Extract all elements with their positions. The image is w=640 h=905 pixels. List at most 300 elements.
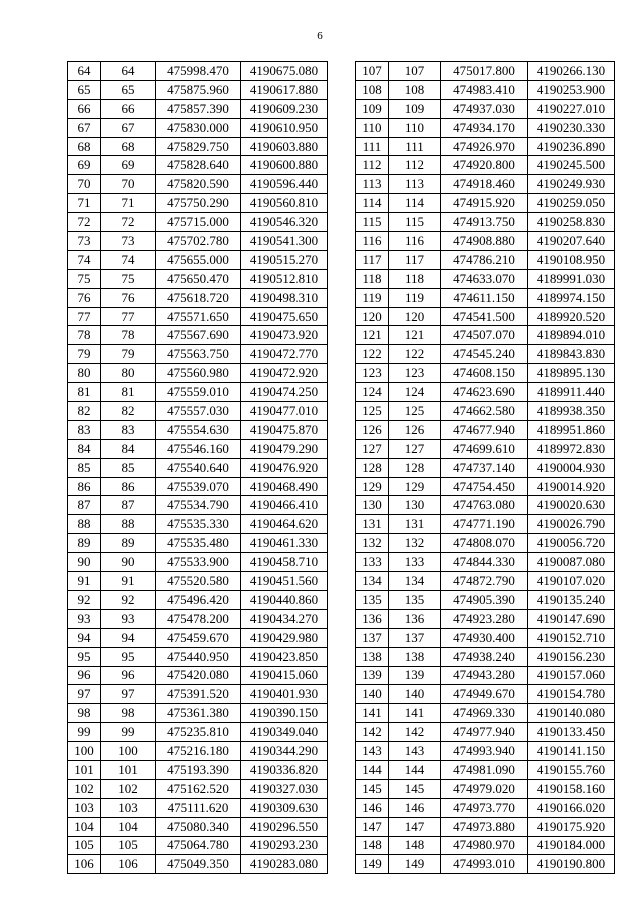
x-coordinate-cell: 474918.460 — [441, 175, 528, 194]
y-coordinate-cell: 4190675.080 — [241, 62, 328, 81]
point-number-cell: 69 — [68, 156, 101, 175]
point-id-cell: 81 — [101, 383, 156, 402]
point-id-cell: 129 — [389, 477, 441, 496]
y-coordinate-cell: 4189920.520 — [528, 307, 615, 326]
y-coordinate-cell: 4190466.410 — [241, 496, 328, 515]
table-row — [68, 553, 328, 572]
y-coordinate-cell: 4190336.820 — [241, 760, 328, 779]
table-row — [356, 288, 615, 307]
point-id-cell: 130 — [389, 496, 441, 515]
x-coordinate-cell: 474913.750 — [441, 213, 528, 232]
point-number-cell: 66 — [68, 99, 101, 118]
point-number-cell: 148 — [356, 836, 389, 855]
y-coordinate-cell: 4190327.030 — [241, 779, 328, 798]
point-id-cell: 71 — [101, 194, 156, 213]
x-coordinate-cell: 474771.190 — [441, 515, 528, 534]
y-coordinate-cell: 4190155.760 — [528, 760, 615, 779]
y-coordinate-cell: 4190245.500 — [528, 156, 615, 175]
x-coordinate-cell: 475535.480 — [156, 534, 241, 553]
y-coordinate-cell: 4190152.710 — [528, 628, 615, 647]
point-id-cell: 108 — [389, 80, 441, 99]
table-row — [356, 213, 615, 232]
point-id-cell: 149 — [389, 855, 441, 874]
table-row — [68, 175, 328, 194]
y-coordinate-cell: 4190473.920 — [241, 326, 328, 345]
y-coordinate-cell: 4190458.710 — [241, 553, 328, 572]
point-id-cell: 64 — [101, 62, 156, 81]
point-id-cell: 116 — [389, 232, 441, 251]
table-row — [68, 515, 328, 534]
point-id-cell: 77 — [101, 307, 156, 326]
point-id-cell: 122 — [389, 345, 441, 364]
point-id-cell: 83 — [101, 420, 156, 439]
point-number-cell: 91 — [68, 572, 101, 591]
point-number-cell: 111 — [356, 137, 389, 156]
point-number-cell: 113 — [356, 175, 389, 194]
x-coordinate-cell: 474808.070 — [441, 534, 528, 553]
point-id-cell: 105 — [101, 836, 156, 855]
x-coordinate-cell: 474943.280 — [441, 666, 528, 685]
point-number-cell: 102 — [68, 779, 101, 798]
x-coordinate-cell: 475440.950 — [156, 647, 241, 666]
x-coordinate-cell: 475111.620 — [156, 798, 241, 817]
x-coordinate-cell: 474977.940 — [441, 723, 528, 742]
point-id-cell: 78 — [101, 326, 156, 345]
point-number-cell: 128 — [356, 458, 389, 477]
x-coordinate-cell: 475361.380 — [156, 704, 241, 723]
y-coordinate-cell: 4190610.950 — [241, 118, 328, 137]
y-coordinate-cell: 4190249.930 — [528, 175, 615, 194]
table-row — [356, 458, 615, 477]
table-row — [356, 250, 615, 269]
point-id-cell: 67 — [101, 118, 156, 137]
point-id-cell: 133 — [389, 553, 441, 572]
y-coordinate-cell: 4189938.350 — [528, 402, 615, 421]
table-row — [356, 383, 615, 402]
x-coordinate-cell: 474541.500 — [441, 307, 528, 326]
point-id-cell: 112 — [389, 156, 441, 175]
x-coordinate-cell: 475391.520 — [156, 685, 241, 704]
point-number-cell: 92 — [68, 590, 101, 609]
point-number-cell: 140 — [356, 685, 389, 704]
y-coordinate-cell: 4190309.630 — [241, 798, 328, 817]
x-coordinate-cell: 474979.020 — [441, 779, 528, 798]
point-id-cell: 76 — [101, 288, 156, 307]
y-coordinate-cell: 4190472.920 — [241, 364, 328, 383]
y-coordinate-cell: 4190158.160 — [528, 779, 615, 798]
table-row — [68, 364, 328, 383]
point-number-cell: 72 — [68, 213, 101, 232]
point-number-cell: 77 — [68, 307, 101, 326]
y-coordinate-cell: 4190474.250 — [241, 383, 328, 402]
point-number-cell: 129 — [356, 477, 389, 496]
table-row — [68, 307, 328, 326]
y-coordinate-cell: 4190026.790 — [528, 515, 615, 534]
point-id-cell: 104 — [101, 817, 156, 836]
point-number-cell: 80 — [68, 364, 101, 383]
point-id-cell: 99 — [101, 723, 156, 742]
x-coordinate-cell: 475546.160 — [156, 439, 241, 458]
y-coordinate-cell: 4189951.860 — [528, 420, 615, 439]
table-row — [356, 723, 615, 742]
point-id-cell: 100 — [101, 742, 156, 761]
x-coordinate-cell: 475559.010 — [156, 383, 241, 402]
point-number-cell: 136 — [356, 609, 389, 628]
x-coordinate-cell: 475829.750 — [156, 137, 241, 156]
point-number-cell: 144 — [356, 760, 389, 779]
point-number-cell: 103 — [68, 798, 101, 817]
x-coordinate-cell: 474677.940 — [441, 420, 528, 439]
point-number-cell: 107 — [356, 62, 389, 81]
point-id-cell: 79 — [101, 345, 156, 364]
point-id-cell: 114 — [389, 194, 441, 213]
y-coordinate-cell: 4190253.900 — [528, 80, 615, 99]
table-row — [356, 836, 615, 855]
y-coordinate-cell: 4189895.130 — [528, 364, 615, 383]
table-row — [356, 62, 615, 81]
point-id-cell: 70 — [101, 175, 156, 194]
x-coordinate-cell: 474699.610 — [441, 439, 528, 458]
point-id-cell: 91 — [101, 572, 156, 591]
y-coordinate-cell: 4190600.880 — [241, 156, 328, 175]
point-id-cell: 75 — [101, 269, 156, 288]
point-number-cell: 65 — [68, 80, 101, 99]
point-number-cell: 95 — [68, 647, 101, 666]
table-row — [356, 439, 615, 458]
point-number-cell: 78 — [68, 326, 101, 345]
table-row — [356, 647, 615, 666]
y-coordinate-cell: 4190227.010 — [528, 99, 615, 118]
table-row — [356, 515, 615, 534]
table-row — [68, 836, 328, 855]
x-coordinate-cell: 475820.590 — [156, 175, 241, 194]
point-number-cell: 127 — [356, 439, 389, 458]
table-row — [356, 685, 615, 704]
point-number-cell: 135 — [356, 590, 389, 609]
point-number-cell: 145 — [356, 779, 389, 798]
x-coordinate-cell: 474786.210 — [441, 250, 528, 269]
point-id-cell: 123 — [389, 364, 441, 383]
x-coordinate-cell: 474623.690 — [441, 383, 528, 402]
x-coordinate-cell: 475655.000 — [156, 250, 241, 269]
table-row — [68, 685, 328, 704]
point-id-cell: 87 — [101, 496, 156, 515]
point-number-cell: 68 — [68, 137, 101, 156]
x-coordinate-cell: 475830.000 — [156, 118, 241, 137]
point-id-cell: 140 — [389, 685, 441, 704]
table-row — [68, 99, 328, 118]
point-id-cell: 107 — [389, 62, 441, 81]
point-id-cell: 82 — [101, 402, 156, 421]
table-row — [68, 80, 328, 99]
table-row — [68, 590, 328, 609]
point-id-cell: 80 — [101, 364, 156, 383]
point-id-cell: 109 — [389, 99, 441, 118]
point-id-cell: 147 — [389, 817, 441, 836]
coordinates-table-left — [67, 61, 328, 874]
point-number-cell: 73 — [68, 232, 101, 251]
y-coordinate-cell: 4190617.880 — [241, 80, 328, 99]
table-row — [68, 742, 328, 761]
x-coordinate-cell: 474844.330 — [441, 553, 528, 572]
y-coordinate-cell: 4190479.290 — [241, 439, 328, 458]
table-row — [356, 364, 615, 383]
table-row — [356, 779, 615, 798]
y-coordinate-cell: 4190349.040 — [241, 723, 328, 742]
point-number-cell: 142 — [356, 723, 389, 742]
point-id-cell: 121 — [389, 326, 441, 345]
point-id-cell: 132 — [389, 534, 441, 553]
x-coordinate-cell: 474662.580 — [441, 402, 528, 421]
y-coordinate-cell: 4190390.150 — [241, 704, 328, 723]
table-row — [356, 118, 615, 137]
x-coordinate-cell: 474872.790 — [441, 572, 528, 591]
y-coordinate-cell: 4190157.060 — [528, 666, 615, 685]
point-id-cell: 137 — [389, 628, 441, 647]
y-coordinate-cell: 4189911.440 — [528, 383, 615, 402]
point-id-cell: 125 — [389, 402, 441, 421]
y-coordinate-cell: 4190609.230 — [241, 99, 328, 118]
y-coordinate-cell: 4190166.020 — [528, 798, 615, 817]
table-row — [356, 156, 615, 175]
x-coordinate-cell: 474737.140 — [441, 458, 528, 477]
y-coordinate-cell: 4190133.450 — [528, 723, 615, 742]
y-coordinate-cell: 4190498.310 — [241, 288, 328, 307]
point-number-cell: 71 — [68, 194, 101, 213]
x-coordinate-cell: 475539.070 — [156, 477, 241, 496]
x-coordinate-cell: 474981.090 — [441, 760, 528, 779]
point-id-cell: 142 — [389, 723, 441, 742]
point-id-cell: 69 — [101, 156, 156, 175]
table-row — [68, 326, 328, 345]
table-row — [68, 628, 328, 647]
point-id-cell: 148 — [389, 836, 441, 855]
point-number-cell: 109 — [356, 99, 389, 118]
point-number-cell: 106 — [68, 855, 101, 874]
y-coordinate-cell: 4190190.800 — [528, 855, 615, 874]
point-id-cell: 86 — [101, 477, 156, 496]
table-row — [68, 723, 328, 742]
point-id-cell: 119 — [389, 288, 441, 307]
table-body-right — [356, 62, 615, 874]
point-id-cell: 84 — [101, 439, 156, 458]
y-coordinate-cell: 4190014.920 — [528, 477, 615, 496]
x-coordinate-cell: 475478.200 — [156, 609, 241, 628]
point-number-cell: 119 — [356, 288, 389, 307]
point-number-cell: 131 — [356, 515, 389, 534]
point-number-cell: 121 — [356, 326, 389, 345]
point-number-cell: 99 — [68, 723, 101, 742]
point-number-cell: 137 — [356, 628, 389, 647]
point-id-cell: 138 — [389, 647, 441, 666]
y-coordinate-cell: 4190258.830 — [528, 213, 615, 232]
x-coordinate-cell: 475875.960 — [156, 80, 241, 99]
point-id-cell: 117 — [389, 250, 441, 269]
y-coordinate-cell: 4189991.030 — [528, 269, 615, 288]
y-coordinate-cell: 4189894.010 — [528, 326, 615, 345]
point-number-cell: 120 — [356, 307, 389, 326]
x-coordinate-cell: 475193.390 — [156, 760, 241, 779]
x-coordinate-cell: 474983.410 — [441, 80, 528, 99]
y-coordinate-cell: 4190476.920 — [241, 458, 328, 477]
y-coordinate-cell: 4190512.810 — [241, 269, 328, 288]
point-number-cell: 116 — [356, 232, 389, 251]
x-coordinate-cell: 475828.640 — [156, 156, 241, 175]
x-coordinate-cell: 475064.780 — [156, 836, 241, 855]
table-row — [356, 760, 615, 779]
x-coordinate-cell: 474937.030 — [441, 99, 528, 118]
x-coordinate-cell: 475216.180 — [156, 742, 241, 761]
point-number-cell: 134 — [356, 572, 389, 591]
point-id-cell: 66 — [101, 99, 156, 118]
y-coordinate-cell: 4190546.320 — [241, 213, 328, 232]
y-coordinate-cell: 4190184.000 — [528, 836, 615, 855]
y-coordinate-cell: 4190293.230 — [241, 836, 328, 855]
y-coordinate-cell: 4190141.150 — [528, 742, 615, 761]
point-id-cell: 88 — [101, 515, 156, 534]
x-coordinate-cell: 475571.650 — [156, 307, 241, 326]
table-row — [356, 496, 615, 515]
table-row — [356, 534, 615, 553]
x-coordinate-cell: 475520.580 — [156, 572, 241, 591]
point-id-cell: 134 — [389, 572, 441, 591]
point-id-cell: 74 — [101, 250, 156, 269]
point-id-cell: 135 — [389, 590, 441, 609]
table-row — [356, 477, 615, 496]
table-row — [68, 288, 328, 307]
x-coordinate-cell: 475540.640 — [156, 458, 241, 477]
point-number-cell: 149 — [356, 855, 389, 874]
x-coordinate-cell: 475535.330 — [156, 515, 241, 534]
x-coordinate-cell: 475560.980 — [156, 364, 241, 383]
point-id-cell: 126 — [389, 420, 441, 439]
table-row — [68, 798, 328, 817]
x-coordinate-cell: 474545.240 — [441, 345, 528, 364]
point-number-cell: 110 — [356, 118, 389, 137]
x-coordinate-cell: 475857.390 — [156, 99, 241, 118]
y-coordinate-cell: 4190259.050 — [528, 194, 615, 213]
point-id-cell: 90 — [101, 553, 156, 572]
point-number-cell: 117 — [356, 250, 389, 269]
table-row — [68, 213, 328, 232]
point-number-cell: 89 — [68, 534, 101, 553]
y-coordinate-cell: 4190135.240 — [528, 590, 615, 609]
x-coordinate-cell: 474507.070 — [441, 326, 528, 345]
table-row — [68, 817, 328, 836]
point-number-cell: 114 — [356, 194, 389, 213]
point-number-cell: 124 — [356, 383, 389, 402]
x-coordinate-cell: 475557.030 — [156, 402, 241, 421]
point-number-cell: 115 — [356, 213, 389, 232]
point-id-cell: 145 — [389, 779, 441, 798]
x-coordinate-cell: 474915.920 — [441, 194, 528, 213]
y-coordinate-cell: 4190004.930 — [528, 458, 615, 477]
x-coordinate-cell: 475534.790 — [156, 496, 241, 515]
table-body-left — [68, 62, 328, 874]
y-coordinate-cell: 4190596.440 — [241, 175, 328, 194]
point-id-cell: 127 — [389, 439, 441, 458]
coordinates-table-right — [355, 61, 615, 874]
x-coordinate-cell: 474973.880 — [441, 817, 528, 836]
y-coordinate-cell: 4190464.620 — [241, 515, 328, 534]
x-coordinate-cell: 475702.780 — [156, 232, 241, 251]
point-number-cell: 141 — [356, 704, 389, 723]
y-coordinate-cell: 4190087.080 — [528, 553, 615, 572]
x-coordinate-cell: 474908.880 — [441, 232, 528, 251]
point-number-cell: 97 — [68, 685, 101, 704]
point-number-cell: 143 — [356, 742, 389, 761]
y-coordinate-cell: 4190475.650 — [241, 307, 328, 326]
x-coordinate-cell: 474633.070 — [441, 269, 528, 288]
point-number-cell: 81 — [68, 383, 101, 402]
y-coordinate-cell: 4190560.810 — [241, 194, 328, 213]
y-coordinate-cell: 4190468.490 — [241, 477, 328, 496]
y-coordinate-cell: 4190515.270 — [241, 250, 328, 269]
point-number-cell: 88 — [68, 515, 101, 534]
y-coordinate-cell: 4190461.330 — [241, 534, 328, 553]
x-coordinate-cell: 475420.080 — [156, 666, 241, 685]
y-coordinate-cell: 4189974.150 — [528, 288, 615, 307]
y-coordinate-cell: 4190140.080 — [528, 704, 615, 723]
point-number-cell: 90 — [68, 553, 101, 572]
point-number-cell: 76 — [68, 288, 101, 307]
y-coordinate-cell: 4190401.930 — [241, 685, 328, 704]
point-number-cell: 93 — [68, 609, 101, 628]
point-id-cell: 143 — [389, 742, 441, 761]
table-row — [356, 345, 615, 364]
x-coordinate-cell: 475459.670 — [156, 628, 241, 647]
point-number-cell: 79 — [68, 345, 101, 364]
x-coordinate-cell: 475750.290 — [156, 194, 241, 213]
x-coordinate-cell: 474993.940 — [441, 742, 528, 761]
x-coordinate-cell: 474926.970 — [441, 137, 528, 156]
table-row — [68, 760, 328, 779]
point-number-cell: 74 — [68, 250, 101, 269]
point-number-cell: 139 — [356, 666, 389, 685]
point-number-cell: 87 — [68, 496, 101, 515]
x-coordinate-cell: 474938.240 — [441, 647, 528, 666]
point-id-cell: 89 — [101, 534, 156, 553]
y-coordinate-cell: 4190429.980 — [241, 628, 328, 647]
x-coordinate-cell: 474930.400 — [441, 628, 528, 647]
point-number-cell: 133 — [356, 553, 389, 572]
y-coordinate-cell: 4190207.640 — [528, 232, 615, 251]
point-id-cell: 97 — [101, 685, 156, 704]
x-coordinate-cell: 474969.330 — [441, 704, 528, 723]
point-number-cell: 126 — [356, 420, 389, 439]
point-number-cell: 118 — [356, 269, 389, 288]
point-id-cell: 93 — [101, 609, 156, 628]
x-coordinate-cell: 475017.800 — [441, 62, 528, 81]
point-number-cell: 96 — [68, 666, 101, 685]
point-number-cell: 146 — [356, 798, 389, 817]
table-row — [68, 420, 328, 439]
x-coordinate-cell: 475080.340 — [156, 817, 241, 836]
point-number-cell: 123 — [356, 364, 389, 383]
point-number-cell: 64 — [68, 62, 101, 81]
point-id-cell: 73 — [101, 232, 156, 251]
point-id-cell: 96 — [101, 666, 156, 685]
point-id-cell: 85 — [101, 458, 156, 477]
point-id-cell: 115 — [389, 213, 441, 232]
page-number: 6 — [317, 30, 323, 42]
x-coordinate-cell: 475162.520 — [156, 779, 241, 798]
point-number-cell: 132 — [356, 534, 389, 553]
table-row — [68, 477, 328, 496]
table-row — [356, 137, 615, 156]
point-id-cell: 68 — [101, 137, 156, 156]
point-id-cell: 95 — [101, 647, 156, 666]
